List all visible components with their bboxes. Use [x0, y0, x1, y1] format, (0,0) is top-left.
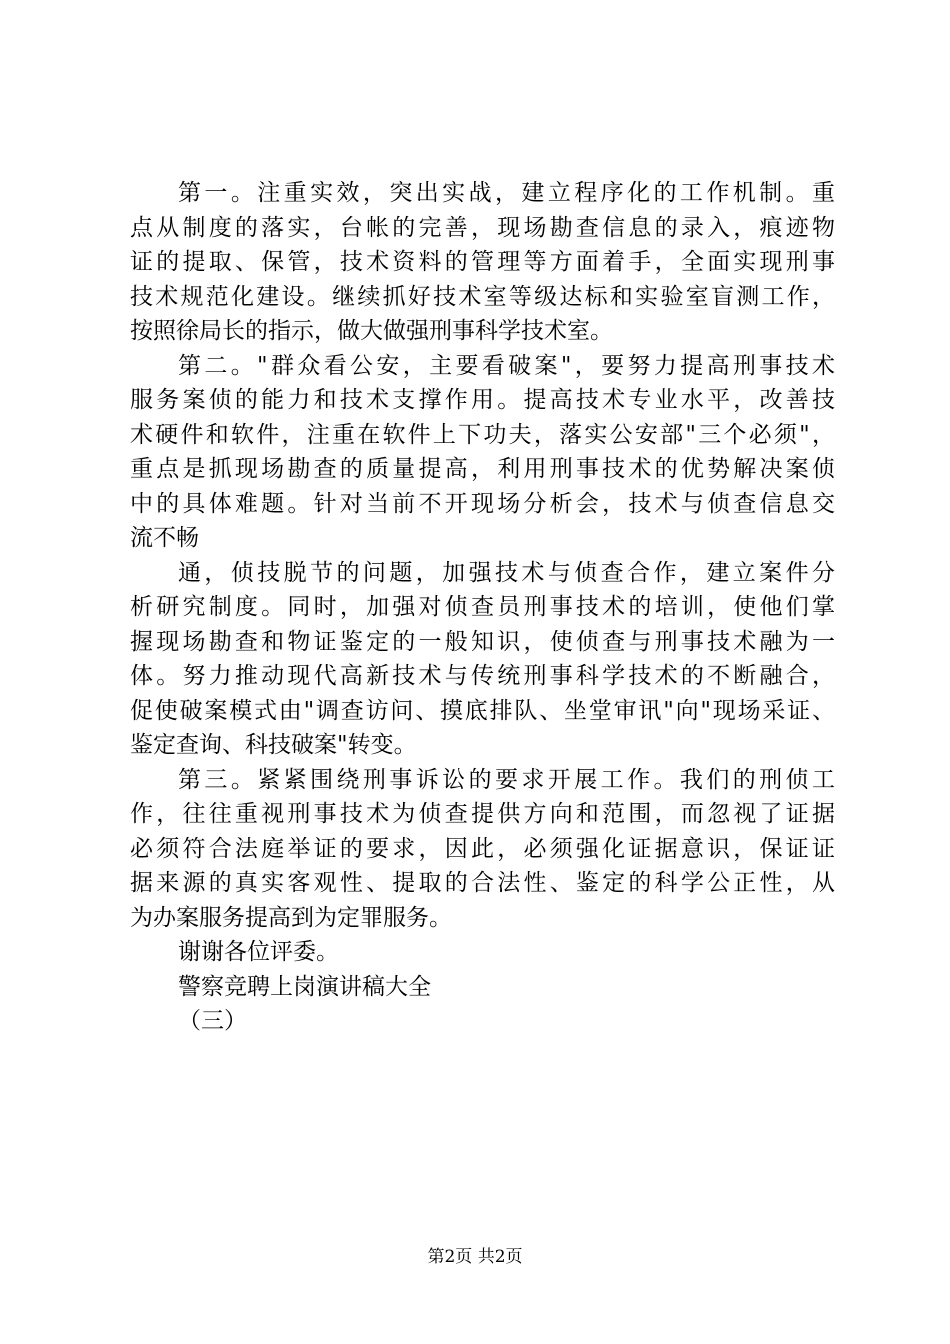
text-line: 流不畅 [130, 525, 199, 551]
text-line: 通，侦技脱节的问题，加强技术与侦查合作，建立案件分 [178, 559, 835, 586]
text-line: 据来源的真实客观性、提取的合法性、鉴定的科学公正性，从 [130, 870, 835, 896]
text-line: 第三。紧紧围绕刑事诉讼的要求开展工作。我们的刑侦工 [178, 766, 835, 793]
text-line: 握现场勘查和物证鉴定的一般知识，使侦查与刑事技术融为一 [130, 628, 835, 655]
text-line: 警察竞聘上岗演讲稿大全 [178, 973, 431, 1000]
text-line: 服务案侦的能力和技术支撑作用。提高技术专业水平，改善技 [130, 387, 835, 413]
text-line: 作，往往重视刑事技术为侦查提供方向和范围，而忽视了证据 [130, 801, 835, 827]
page-footer: 第2页 共2页 [427, 1247, 523, 1267]
text-line: 技术规范化建设。继续抓好技术室等级达标和实验室盲测工作， [130, 283, 835, 310]
text-line: 证的提取、保管，技术资料的管理等方面着手，全面实现刑事 [130, 249, 835, 275]
text-line: 中的具体难题。针对当前不开现场分析会，技术与侦查信息交 [130, 490, 835, 517]
text-line: 按照徐局长的指示，做大做强刑事科学技术室。 [130, 318, 613, 344]
text-line: 术硬件和软件，注重在软件上下功夫，落实公安部"三个必须"， [130, 421, 835, 448]
text-line: 鉴定查询、科技破案"转变。 [130, 732, 417, 758]
text-line: 点从制度的落实，台帐的完善，现场勘查信息的录入，痕迹物 [130, 214, 835, 241]
text-line: 必须符合法庭举证的要求，因此，必须强化证据意识，保证证 [130, 835, 835, 862]
document-body [130, 176, 835, 1039]
text-line: 析研究制度。同时，加强对侦查员刑事技术的培训，使他们掌 [130, 594, 835, 620]
text-line: 为办案服务提高到为定罪服务。 [130, 904, 452, 931]
text-line: 重点是抓现场勘查的质量提高，利用刑事技术的优势解决案侦 [130, 456, 835, 482]
text-line: 谢谢各位评委。 [178, 939, 339, 965]
text-line: 第二。"群众看公安，主要看破案"，要努力提高刑事技术 [178, 352, 835, 379]
text-line: 促使破案模式由"调查访问、摸底排队、坐堂审讯"向"现场采证、 [130, 697, 835, 724]
text-line: 第一。注重实效，突出实战，建立程序化的工作机制。重 [178, 180, 835, 206]
text-line: （三） [178, 1008, 247, 1034]
text-line: 体。努力推动现代高新技术与传统刑事科学技术的不断融合， [130, 663, 835, 689]
